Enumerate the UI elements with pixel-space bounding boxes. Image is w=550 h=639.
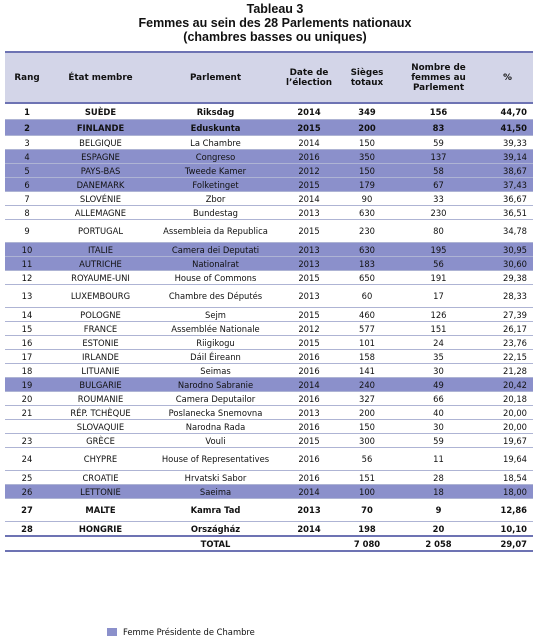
table-row (5, 378, 533, 392)
header-sieges: Sièges totaux (339, 52, 395, 103)
cell-femmes: 40 (395, 406, 482, 420)
title-line-1: Tableau 3 (246, 2, 304, 16)
cell-etat: LUXEMBOURG (49, 285, 152, 308)
cell-rang: 1 (5, 103, 49, 120)
header-etat: État membre (49, 52, 152, 103)
cell-pct: 41,50 (482, 120, 533, 136)
cell-rang: 2 (5, 120, 49, 136)
cell-sieges: 90 (339, 192, 395, 206)
table-row (5, 499, 533, 522)
cell-etat: RÉP. TCHÈQUE (49, 406, 152, 420)
table-body (5, 103, 533, 551)
cell-sieges: 577 (339, 322, 395, 336)
cell-date: 2015 (279, 120, 339, 136)
cell-sieges: 630 (339, 243, 395, 257)
cell-sieges: 141 (339, 364, 395, 378)
table-row (5, 178, 533, 192)
cell-rang: 20 (5, 392, 49, 406)
cell-date: 2016 (279, 420, 339, 434)
cell-date: 2013 (279, 499, 339, 522)
cell-date: 2016 (279, 364, 339, 378)
cell-etat: DANEMARK (49, 178, 152, 192)
cell-sieges: 200 (339, 406, 395, 420)
cell-date: 2015 (279, 336, 339, 350)
cell-sieges: 158 (339, 350, 395, 364)
cell-rang: 8 (5, 206, 49, 220)
total-sieges: 7 080 (339, 536, 395, 551)
cell-femmes: 33 (395, 192, 482, 206)
cell-etat: FRANCE (49, 322, 152, 336)
cell-femmes: 59 (395, 136, 482, 150)
cell-parlement: Congreso (152, 150, 279, 164)
cell-rang (5, 536, 49, 551)
table-row (5, 350, 533, 364)
table-row (5, 103, 533, 120)
cell-parlement: Chambre des Députés (152, 285, 279, 308)
cell-femmes: 83 (395, 120, 482, 136)
cell-sieges: 183 (339, 257, 395, 271)
cell-pct: 21,28 (482, 364, 533, 378)
cell-date: 2014 (279, 192, 339, 206)
cell-rang: 27 (5, 499, 49, 522)
cell-femmes: 24 (395, 336, 482, 350)
cell-parlement: Sejm (152, 308, 279, 322)
cell-etat: AUTRICHE (49, 257, 152, 271)
cell-date: 2015 (279, 271, 339, 285)
total-pct: 29,07 (482, 536, 533, 551)
title-line-2: Femmes au sein des 28 Parlements nationaux (138, 16, 412, 30)
cell-pct: 39,33 (482, 136, 533, 150)
table-row (5, 471, 533, 485)
cell-pct: 20,42 (482, 378, 533, 392)
cell-rang: 24 (5, 448, 49, 471)
cell-date: 2015 (279, 308, 339, 322)
cell-etat: IRLANDE (49, 350, 152, 364)
cell-sieges: 60 (339, 285, 395, 308)
cell-femmes: 66 (395, 392, 482, 406)
cell-rang: 6 (5, 178, 49, 192)
cell-parlement: Camera Deputailor (152, 392, 279, 406)
cell-parlement: Tweede Kamer (152, 164, 279, 178)
cell-sieges: 150 (339, 164, 395, 178)
cell-femmes: 20 (395, 522, 482, 537)
cell-femmes: 230 (395, 206, 482, 220)
cell-etat (49, 536, 152, 551)
cell-rang: 28 (5, 522, 49, 537)
cell-sieges: 198 (339, 522, 395, 537)
table-row (5, 336, 533, 350)
cell-pct: 28,33 (482, 285, 533, 308)
cell-pct: 23,76 (482, 336, 533, 350)
cell-etat: CHYPRE (49, 448, 152, 471)
cell-rang: 16 (5, 336, 49, 350)
table-row (5, 420, 533, 434)
total-row (5, 536, 533, 551)
cell-rang: 9 (5, 220, 49, 243)
cell-femmes: 195 (395, 243, 482, 257)
cell-parlement: Riigikogu (152, 336, 279, 350)
parliaments-table (5, 51, 533, 552)
cell-etat: PORTUGAL (49, 220, 152, 243)
cell-etat: SLOVAQUIE (49, 420, 152, 434)
header-rang: Rang (5, 52, 49, 103)
cell-rang: 26 (5, 485, 49, 499)
table-row (5, 150, 533, 164)
table-row (5, 136, 533, 150)
cell-parlement: Assemblée Nationale (152, 322, 279, 336)
cell-femmes: 80 (395, 220, 482, 243)
table-row (5, 285, 533, 308)
cell-etat: PAYS-BAS (49, 164, 152, 178)
cell-sieges: 230 (339, 220, 395, 243)
cell-sieges: 150 (339, 136, 395, 150)
cell-parlement: Országház (152, 522, 279, 537)
cell-pct: 36,51 (482, 206, 533, 220)
cell-femmes: 67 (395, 178, 482, 192)
cell-pct: 38,67 (482, 164, 533, 178)
cell-etat: GRÈCE (49, 434, 152, 448)
table-row (5, 392, 533, 406)
cell-rang: 11 (5, 257, 49, 271)
cell-parlement: Vouli (152, 434, 279, 448)
cell-pct: 20,00 (482, 420, 533, 434)
cell-parlement: Zbor (152, 192, 279, 206)
table-row (5, 206, 533, 220)
cell-sieges: 349 (339, 103, 395, 120)
cell-rang: 5 (5, 164, 49, 178)
cell-etat: MALTE (49, 499, 152, 522)
cell-parlement: Bundestag (152, 206, 279, 220)
cell-date: 2013 (279, 206, 339, 220)
cell-parlement: House of Representatives (152, 448, 279, 471)
cell-sieges: 100 (339, 485, 395, 499)
cell-etat: BULGARIE (49, 378, 152, 392)
cell-rang (5, 420, 49, 434)
table-row (5, 434, 533, 448)
cell-date: 2016 (279, 448, 339, 471)
cell-pct: 19,64 (482, 448, 533, 471)
cell-pct: 19,67 (482, 434, 533, 448)
cell-parlement: Assembleia da Republica (152, 220, 279, 243)
cell-parlement: Hrvatski Sabor (152, 471, 279, 485)
cell-sieges: 650 (339, 271, 395, 285)
table-row (5, 322, 533, 336)
cell-femmes: 156 (395, 103, 482, 120)
cell-date: 2016 (279, 392, 339, 406)
table-row (5, 120, 533, 136)
cell-rang: 12 (5, 271, 49, 285)
cell-rang: 23 (5, 434, 49, 448)
cell-date: 2015 (279, 434, 339, 448)
cell-etat: ROUMANIE (49, 392, 152, 406)
cell-sieges: 56 (339, 448, 395, 471)
cell-sieges: 240 (339, 378, 395, 392)
cell-date: 2014 (279, 136, 339, 150)
cell-rang: 25 (5, 471, 49, 485)
cell-pct: 20,18 (482, 392, 533, 406)
table-row (5, 364, 533, 378)
cell-date: 2014 (279, 522, 339, 537)
table-row (5, 164, 533, 178)
table-row (5, 271, 533, 285)
cell-date (279, 536, 339, 551)
cell-etat: SLOVÉNIE (49, 192, 152, 206)
cell-date: 2016 (279, 350, 339, 364)
cell-date: 2012 (279, 164, 339, 178)
cell-femmes: 56 (395, 257, 482, 271)
cell-pct: 20,00 (482, 406, 533, 420)
cell-pct: 29,38 (482, 271, 533, 285)
cell-sieges: 460 (339, 308, 395, 322)
cell-rang: 15 (5, 322, 49, 336)
table-row (5, 192, 533, 206)
cell-pct: 10,10 (482, 522, 533, 537)
cell-femmes: 11 (395, 448, 482, 471)
cell-femmes: 9 (395, 499, 482, 522)
cell-parlement: Saeima (152, 485, 279, 499)
cell-etat: ESTONIE (49, 336, 152, 350)
legend (107, 627, 255, 637)
cell-rang: 21 (5, 406, 49, 420)
legend-label: Femme Présidente de Chambre (123, 627, 255, 637)
cell-parlement: Narodno Sabranie (152, 378, 279, 392)
cell-pct: 37,43 (482, 178, 533, 192)
table-row (5, 448, 533, 471)
cell-femmes: 30 (395, 364, 482, 378)
cell-sieges: 179 (339, 178, 395, 192)
cell-femmes: 30 (395, 420, 482, 434)
cell-femmes: 35 (395, 350, 482, 364)
cell-rang: 14 (5, 308, 49, 322)
cell-date: 2013 (279, 406, 339, 420)
cell-date: 2014 (279, 485, 339, 499)
header-row (5, 52, 533, 103)
cell-femmes: 17 (395, 285, 482, 308)
table-row (5, 243, 533, 257)
cell-pct: 30,95 (482, 243, 533, 257)
cell-pct: 22,15 (482, 350, 533, 364)
cell-etat: ITALIE (49, 243, 152, 257)
cell-date: 2013 (279, 285, 339, 308)
cell-etat: BELGIQUE (49, 136, 152, 150)
cell-date: 2013 (279, 257, 339, 271)
cell-pct: 44,70 (482, 103, 533, 120)
header-femmes: Nombre de femmes au Parlement (395, 52, 482, 103)
cell-parlement: House of Commons (152, 271, 279, 285)
table-title (0, 0, 550, 44)
cell-sieges: 630 (339, 206, 395, 220)
table-row (5, 485, 533, 499)
cell-date: 2014 (279, 378, 339, 392)
cell-parlement: Eduskunta (152, 120, 279, 136)
cell-parlement: Folketinget (152, 178, 279, 192)
cell-femmes: 58 (395, 164, 482, 178)
cell-rang: 13 (5, 285, 49, 308)
header-parlement: Parlement (152, 52, 279, 103)
cell-femmes: 18 (395, 485, 482, 499)
cell-pct: 18,00 (482, 485, 533, 499)
cell-parlement: Poslanecka Snemovna (152, 406, 279, 420)
cell-etat: ROYAUME-UNI (49, 271, 152, 285)
cell-femmes: 28 (395, 471, 482, 485)
cell-sieges: 300 (339, 434, 395, 448)
cell-parlement: Narodna Rada (152, 420, 279, 434)
cell-rang: 19 (5, 378, 49, 392)
header-date: Date de l’élection (279, 52, 339, 103)
cell-date: 2016 (279, 150, 339, 164)
cell-sieges: 327 (339, 392, 395, 406)
cell-rang: 17 (5, 350, 49, 364)
cell-etat: HONGRIE (49, 522, 152, 537)
cell-pct: 36,67 (482, 192, 533, 206)
total-label: TOTAL (152, 536, 279, 551)
cell-parlement: Dáil Éireann (152, 350, 279, 364)
cell-sieges: 101 (339, 336, 395, 350)
cell-pct: 30,60 (482, 257, 533, 271)
cell-pct: 27,39 (482, 308, 533, 322)
cell-parlement: Kamra Tad (152, 499, 279, 522)
cell-pct: 26,17 (482, 322, 533, 336)
cell-pct: 12,86 (482, 499, 533, 522)
cell-parlement: Seimas (152, 364, 279, 378)
cell-rang: 18 (5, 364, 49, 378)
cell-etat: SUÈDE (49, 103, 152, 120)
total-femmes: 2 058 (395, 536, 482, 551)
cell-etat: ESPAGNE (49, 150, 152, 164)
cell-femmes: 191 (395, 271, 482, 285)
cell-date: 2013 (279, 243, 339, 257)
cell-femmes: 151 (395, 322, 482, 336)
cell-femmes: 137 (395, 150, 482, 164)
cell-femmes: 126 (395, 308, 482, 322)
cell-etat: LITUANIE (49, 364, 152, 378)
table-row (5, 406, 533, 420)
cell-pct: 34,78 (482, 220, 533, 243)
legend-swatch (107, 628, 117, 636)
cell-sieges: 150 (339, 420, 395, 434)
cell-date: 2016 (279, 471, 339, 485)
cell-etat: LETTONIE (49, 485, 152, 499)
cell-rang: 3 (5, 136, 49, 150)
cell-etat: FINLANDE (49, 120, 152, 136)
cell-sieges: 151 (339, 471, 395, 485)
header-pct: % (482, 52, 533, 103)
table-row (5, 257, 533, 271)
cell-rang: 7 (5, 192, 49, 206)
cell-sieges: 350 (339, 150, 395, 164)
cell-femmes: 49 (395, 378, 482, 392)
cell-parlement: La Chambre (152, 136, 279, 150)
cell-etat: CROATIE (49, 471, 152, 485)
cell-rang: 4 (5, 150, 49, 164)
table-row (5, 308, 533, 322)
cell-etat: POLOGNE (49, 308, 152, 322)
cell-parlement: Riksdag (152, 103, 279, 120)
cell-sieges: 70 (339, 499, 395, 522)
title-line-3: (chambres basses ou uniques) (183, 30, 367, 44)
cell-parlement: Camera dei Deputati (152, 243, 279, 257)
cell-date: 2015 (279, 220, 339, 243)
cell-parlement: Nationalrat (152, 257, 279, 271)
cell-date: 2014 (279, 103, 339, 120)
cell-rang: 10 (5, 243, 49, 257)
cell-date: 2015 (279, 178, 339, 192)
cell-femmes: 59 (395, 434, 482, 448)
table-row (5, 522, 533, 537)
table-row (5, 220, 533, 243)
cell-pct: 39,14 (482, 150, 533, 164)
cell-pct: 18,54 (482, 471, 533, 485)
cell-sieges: 200 (339, 120, 395, 136)
cell-date: 2012 (279, 322, 339, 336)
cell-etat: ALLEMAGNE (49, 206, 152, 220)
